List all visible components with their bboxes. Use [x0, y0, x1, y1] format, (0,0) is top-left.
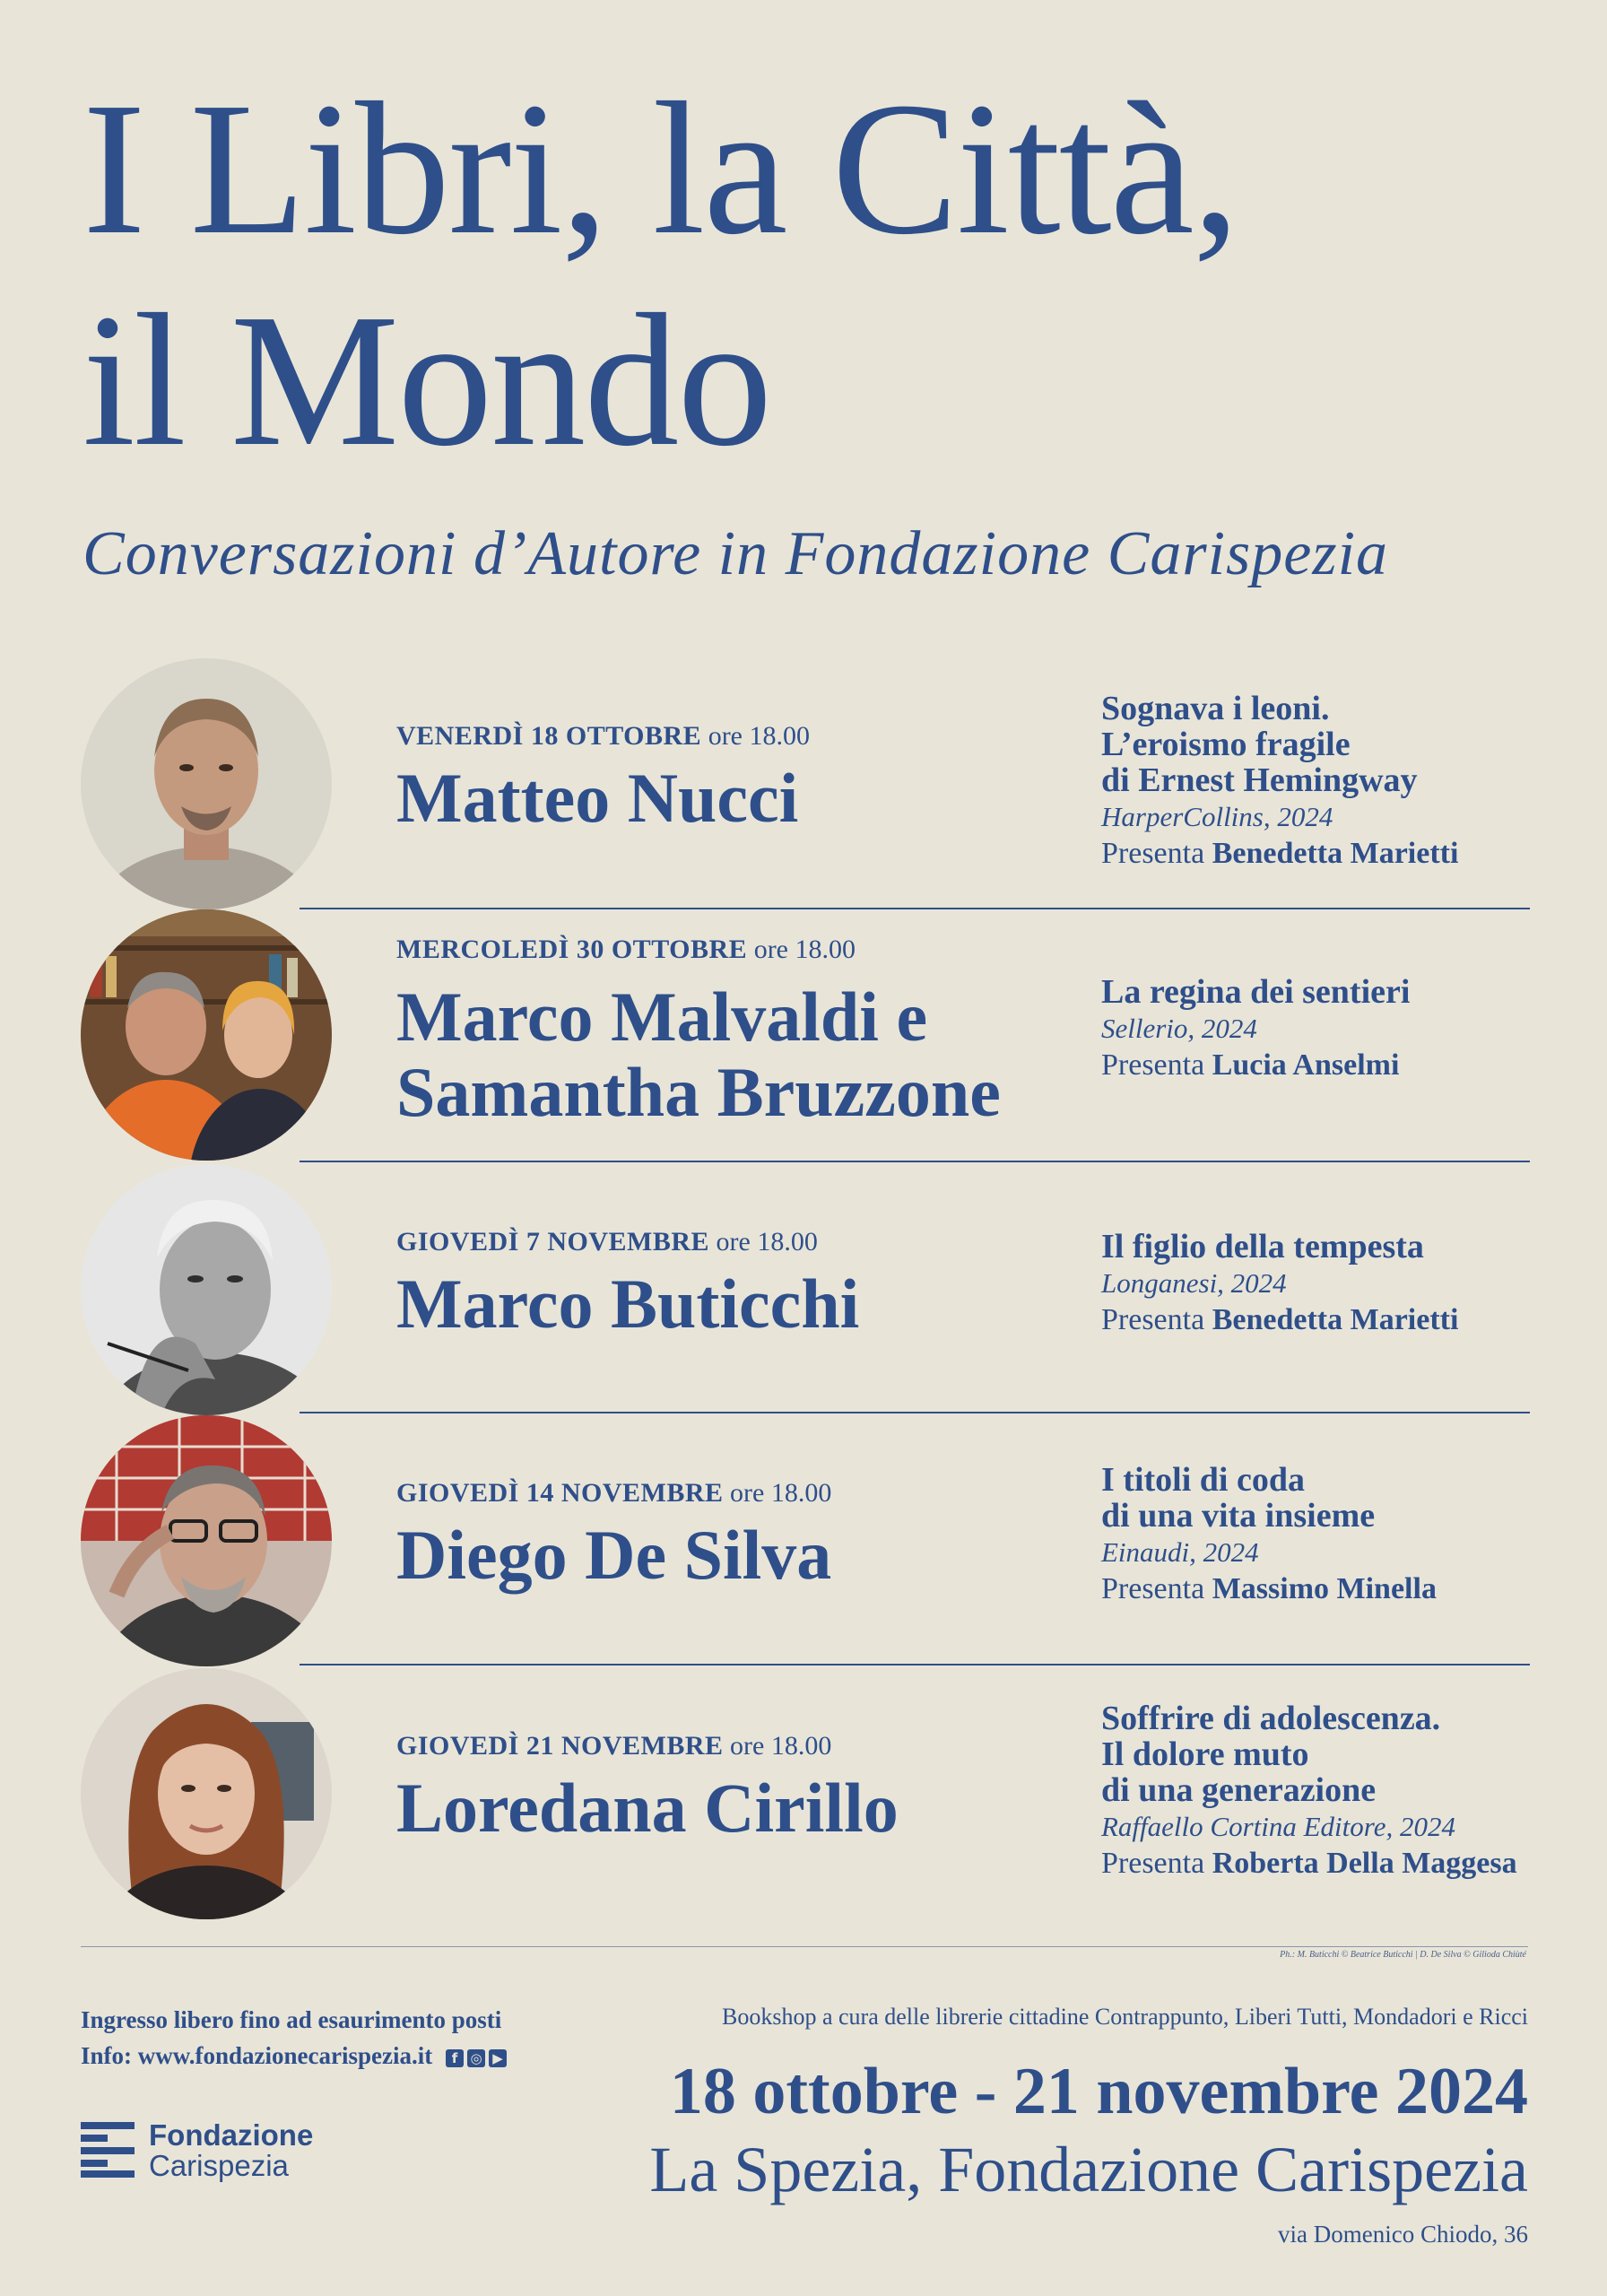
book-presenter: Presenta Lucia Anselmi: [1101, 1048, 1400, 1082]
event-date: GIOVEDÌ 14 NOVEMBRE ore 18.00: [396, 1478, 832, 1508]
logo-text: Fondazione Carispezia: [149, 2118, 314, 2182]
author-photo-marco-buticchi: [81, 1164, 332, 1415]
book-presenter: Presenta Roberta Della Maggesa: [1101, 1847, 1517, 1880]
event-5: [81, 1668, 1533, 1919]
book-title: Il figlio della tempesta: [1101, 1228, 1424, 1265]
event-4: [81, 1415, 1533, 1666]
author-name: Marco Malvaldi e Samantha Bruzzone: [396, 978, 1001, 1131]
book-presenter: Presenta Benedetta Marietti: [1101, 1303, 1459, 1336]
instagram-icon[interactable]: ◎: [467, 2049, 485, 2067]
book-title: di una generazione: [1101, 1771, 1377, 1809]
poster-subtitle: Conversazioni d’Autore in Fondazione Carispezia: [83, 519, 1389, 588]
book-info: [1101, 691, 1550, 872]
book-title: I titoli di coda: [1101, 1461, 1305, 1499]
event-date: MERCOLEDÌ 30 OTTOBRE ore 18.00: [396, 935, 856, 964]
event-divider: [300, 1161, 1530, 1162]
event-date: GIOVEDÌ 21 NOVEMBRE ore 18.00: [396, 1731, 832, 1761]
event-date: VENERDÌ 18 OTTOBRE ore 18.00: [396, 721, 810, 751]
book-title: L’eroismo fragile: [1101, 726, 1351, 763]
book-presenter: Presenta Benedetta Marietti: [1101, 837, 1459, 870]
book-publisher: Einaudi, 2024: [1101, 1536, 1259, 1568]
book-title: di una vita insieme: [1101, 1497, 1376, 1535]
book-title: Soffrire di adolescenza.: [1101, 1700, 1441, 1737]
book-title: di Ernest Hemingway: [1101, 761, 1418, 799]
book-info: [1101, 1700, 1550, 1882]
venue-address: via Domenico Chiodo, 36: [1278, 2221, 1528, 2248]
author-photo-malvaldi-bruzzone: [81, 909, 332, 1161]
author-photo-diego-de-silva: [81, 1415, 332, 1666]
poster-title: [83, 63, 1238, 486]
social-icons: [446, 2049, 507, 2067]
info-line: [81, 2038, 507, 2074]
author-name: Marco Buticchi: [396, 1265, 860, 1343]
author-photo-loredana-cirillo: [81, 1668, 332, 1919]
event-3: [81, 1164, 1533, 1415]
book-title: Sognava i leoni.: [1101, 690, 1330, 727]
book-info: [1101, 974, 1550, 1083]
book-publisher: Raffaello Cortina Editore, 2024: [1101, 1811, 1455, 1842]
event-2: [81, 909, 1533, 1161]
bookshop-note: Bookshop a cura delle librerie cittadine Contrappunto, Liberi Tutti, Mondadori e Ricci: [722, 2004, 1528, 2030]
entry-note: Ingresso libero fino ad esaurimento posti: [81, 2006, 502, 2033]
title-line-2: il Mondo: [83, 274, 771, 485]
footer-info: [81, 2002, 507, 2074]
event-divider: [300, 1664, 1530, 1665]
photo-credits: Ph.: M. Buticchi © Beatrice Buticchi | D. De Silva © Gilioda Chiùté: [1280, 1950, 1526, 1960]
book-presenter: Presenta Massimo Minella: [1101, 1572, 1437, 1605]
event-1: [81, 658, 1533, 909]
book-publisher: HarperCollins, 2024: [1101, 801, 1333, 832]
book-publisher: Longanesi, 2024: [1101, 1267, 1287, 1299]
youtube-icon[interactable]: ▶: [489, 2049, 507, 2067]
festival-dates: 18 ottobre - 21 novembre 2024: [669, 2055, 1528, 2128]
author-photo-matteo-nucci: [81, 658, 332, 909]
book-publisher: Sellerio, 2024: [1101, 1013, 1257, 1044]
website-link[interactable]: Info: www.fondazionecarispezia.it: [81, 2042, 433, 2069]
facebook-icon[interactable]: f: [446, 2049, 464, 2067]
footer-rule: [81, 1946, 1528, 1947]
event-date: GIOVEDÌ 7 NOVEMBRE ore 18.00: [396, 1227, 818, 1257]
author-name: Loredana Cirillo: [396, 1769, 899, 1847]
book-title: Il dolore muto: [1101, 1735, 1309, 1773]
book-info: [1101, 1229, 1550, 1338]
logo-mark-icon: [81, 2122, 135, 2178]
title-line-1: I Libri, la Città,: [83, 63, 1238, 274]
author-name: Matteo Nucci: [396, 759, 799, 837]
book-info: [1101, 1462, 1550, 1607]
author-name: Diego De Silva: [396, 1516, 832, 1594]
event-divider: [300, 1412, 1530, 1413]
book-title: La regina dei sentieri: [1101, 973, 1411, 1011]
festival-place: La Spezia, Fondazione Carispezia: [649, 2134, 1528, 2205]
